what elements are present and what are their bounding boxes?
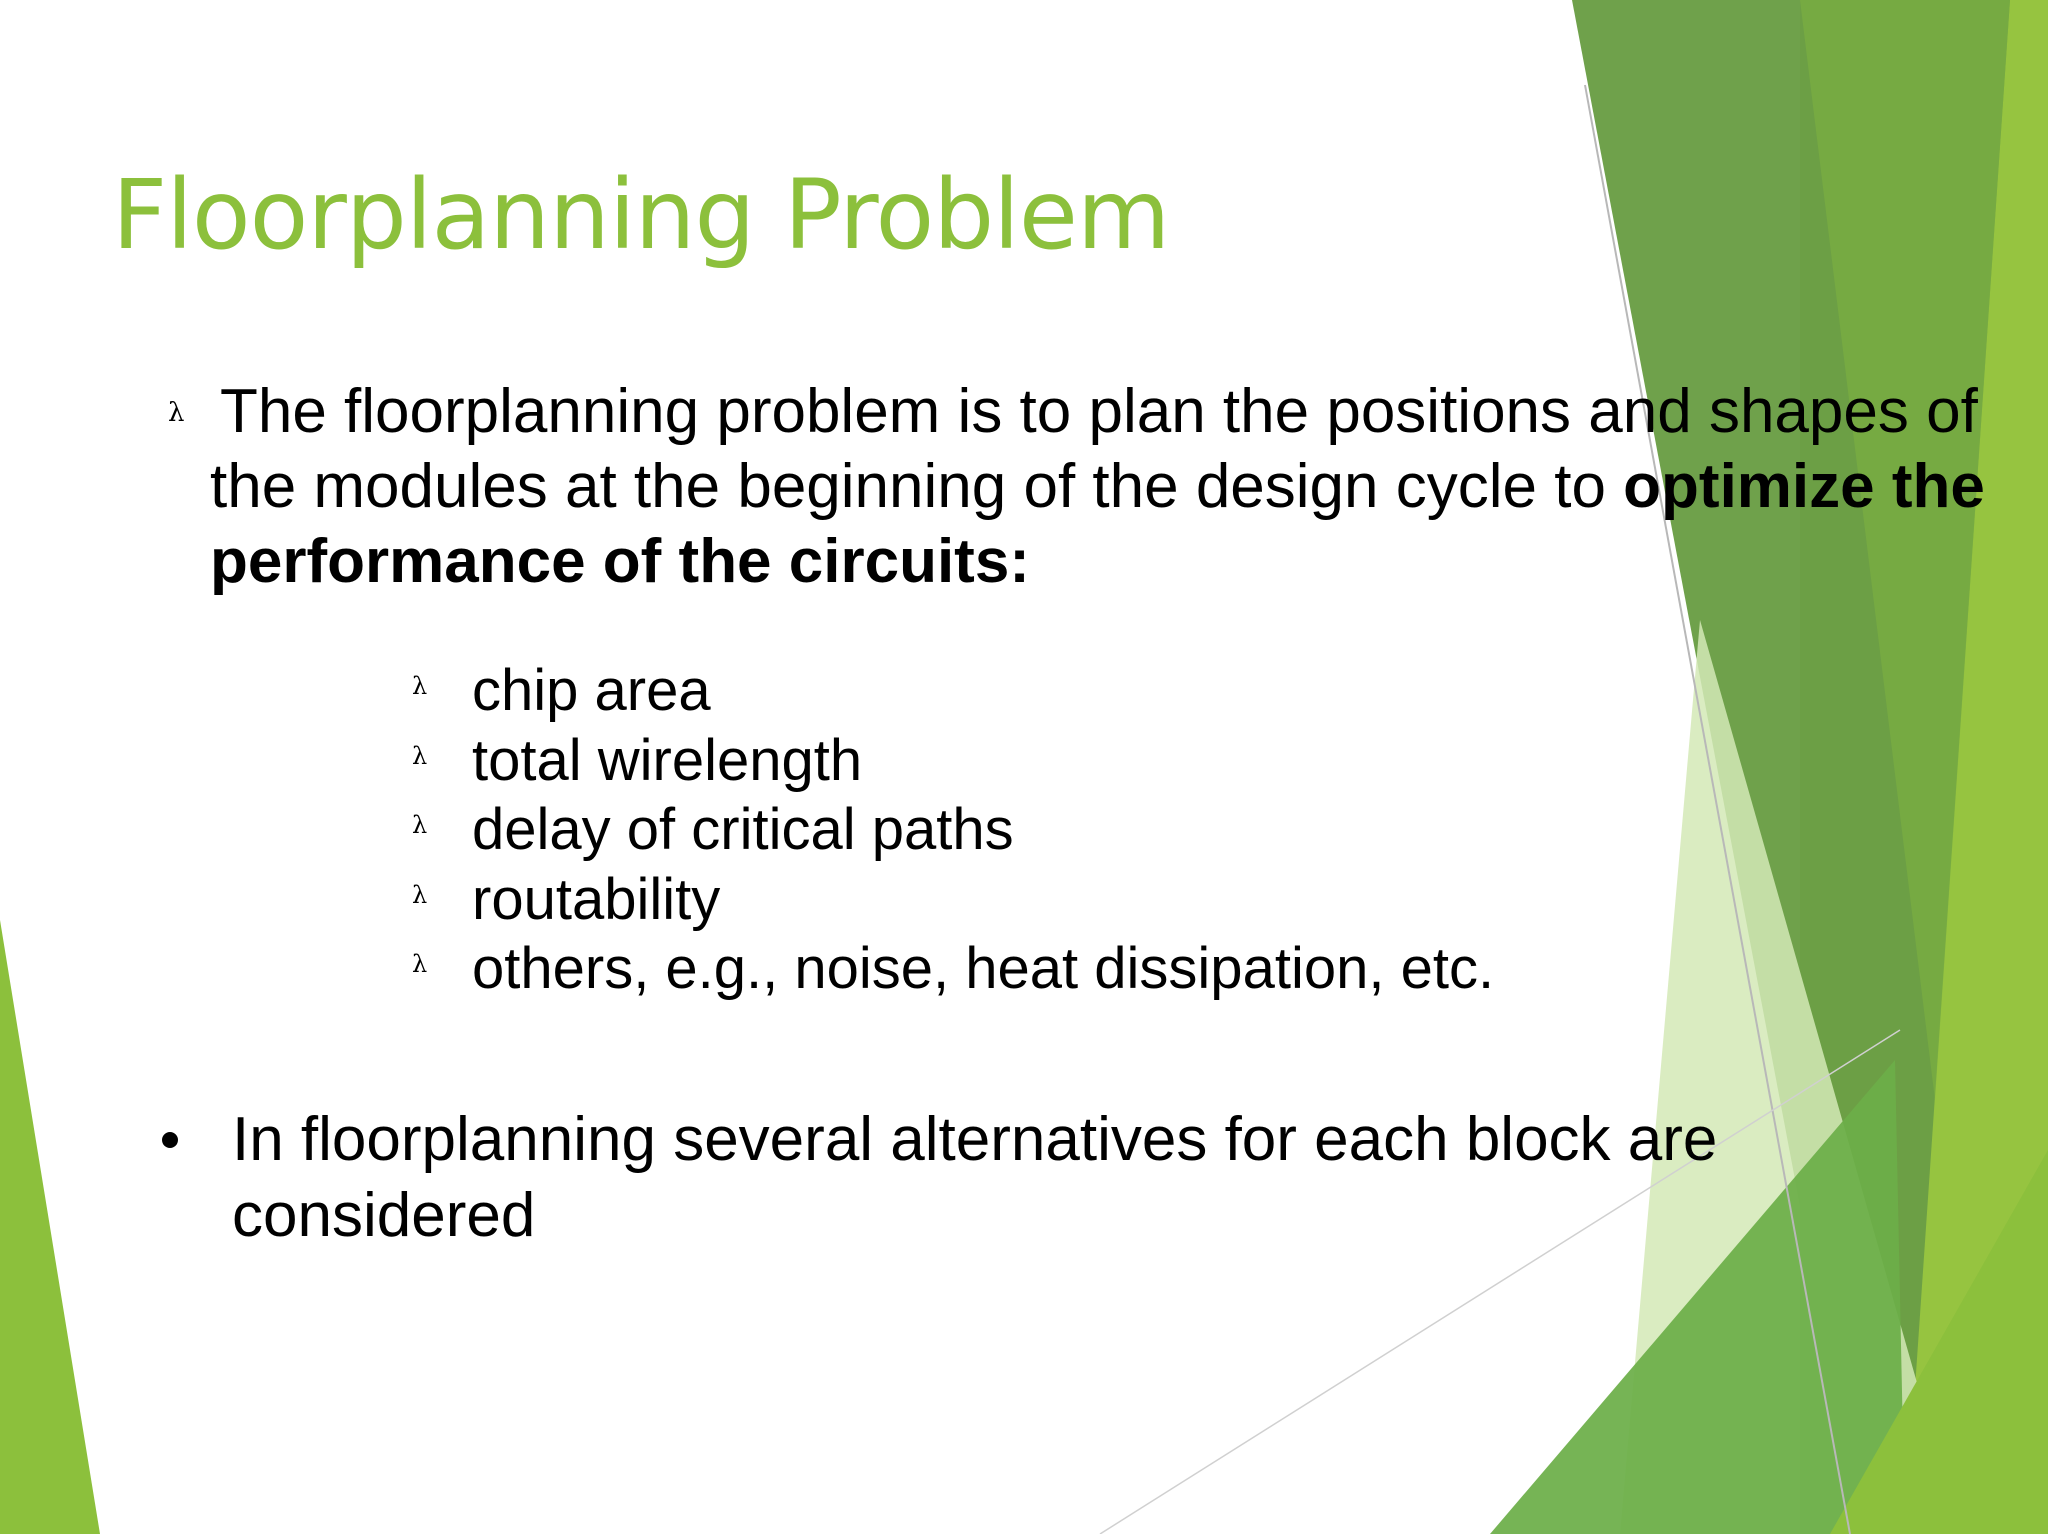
sub-bullet-label: total wirelength bbox=[472, 727, 863, 793]
sub-bullet-label: others, e.g., noise, heat dissipation, etc. bbox=[472, 936, 1495, 1001]
sub-bullet-label: chip area bbox=[472, 658, 711, 723]
left-edge-shape bbox=[0, 920, 100, 1534]
lambda-bullet-icon: λ bbox=[412, 811, 428, 839]
second-bullet bbox=[160, 1102, 1900, 1254]
lambda-bullet-icon: λ bbox=[168, 398, 185, 428]
lambda-bullet-icon: λ bbox=[412, 672, 428, 700]
main-bullet-text bbox=[210, 374, 1998, 599]
second-bullet-text: In floorplanning several alternatives for each block are considered bbox=[232, 1105, 1718, 1250]
main-bullet bbox=[168, 374, 1998, 599]
sub-bullet-label: routability bbox=[472, 866, 721, 932]
slide-title: Floorplanning Problem bbox=[112, 159, 1170, 271]
sub-bullet-label: delay of critical paths bbox=[472, 797, 1014, 862]
lambda-bullet-icon: λ bbox=[412, 880, 428, 909]
round-bullet-icon bbox=[162, 1132, 178, 1148]
lambda-bullet-icon: λ bbox=[412, 741, 428, 770]
lambda-bullet-icon: λ bbox=[412, 950, 428, 978]
main-bullet-text-bold: optimize the performance of the circuits: bbox=[210, 452, 1985, 596]
main-bullet-text-regular: The floorplanning problem is to plan the positions and shapes of the modules at the beginning of the design cycle to bbox=[210, 377, 1978, 521]
